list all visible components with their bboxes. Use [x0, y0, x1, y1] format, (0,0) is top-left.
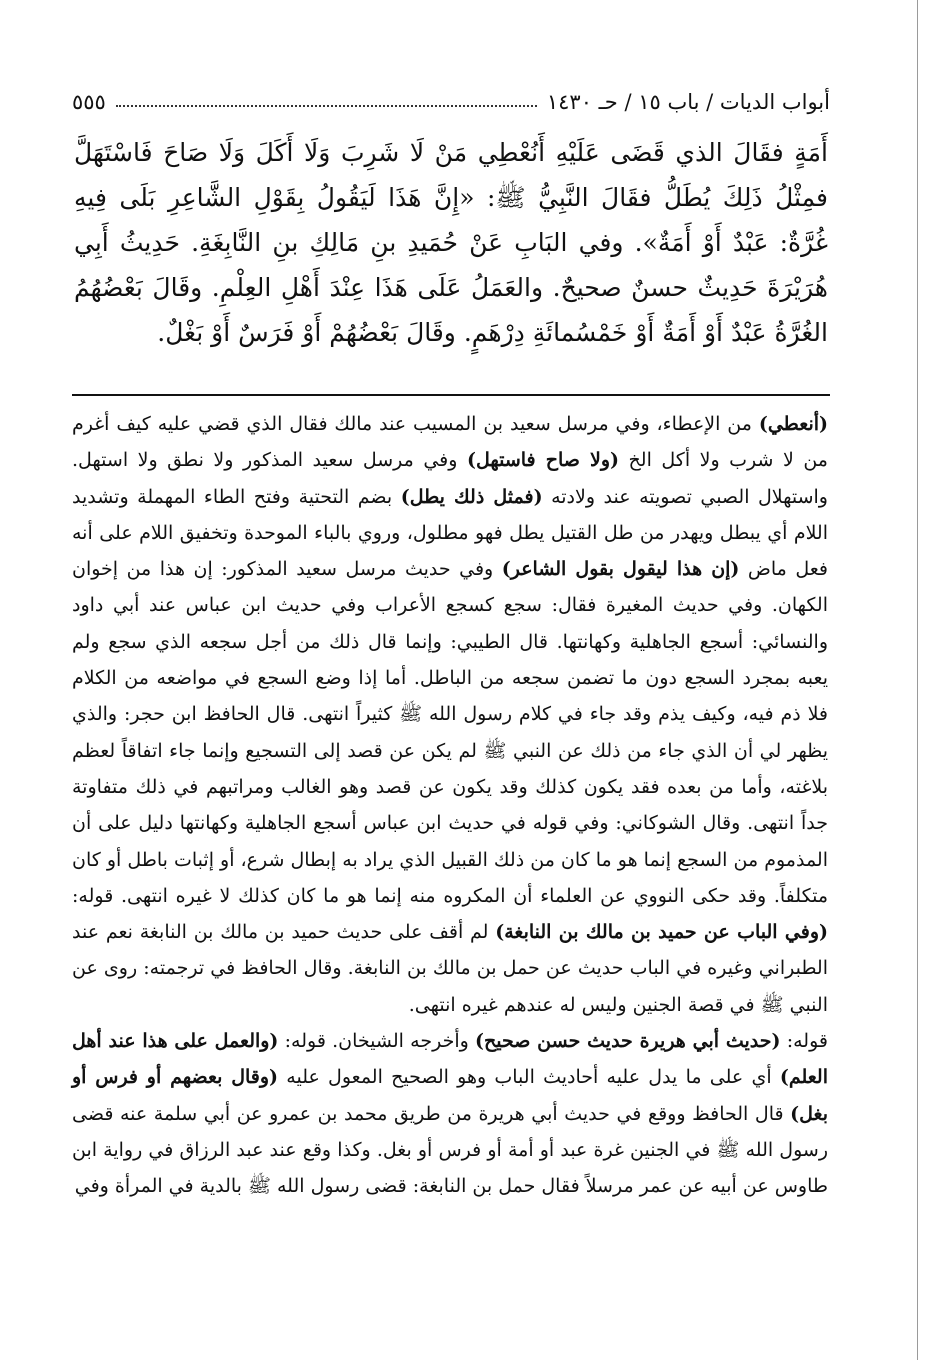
- commentary-text: قوله:: [780, 1030, 828, 1053]
- page-number: ٥٥٥: [72, 90, 106, 114]
- commentary-keyword: (إن هذا ليقول بقول الشاعر): [501, 558, 740, 581]
- commentary-text: بضم التحتية وفتح الطاء المهملة وتشديد اللام أي يبطل ويهدر من طل القتيل يطل فهو مطلول، وروي بالباء الموحدة وتخفيق اللام على أنه فعل ماض: [72, 485, 829, 581]
- commentary-keyword: (والعمل على هذا عند أهل العلم): [72, 1030, 828, 1089]
- commentary-keyword: (فمثل ذلك يطل): [400, 485, 543, 508]
- commentary-keyword: (وقال بعضهم أو فرس أو بغل): [72, 1066, 828, 1125]
- running-header: [72, 84, 830, 120]
- commentary-keyword: (أنعطي): [758, 413, 828, 435]
- hadith-text: أَمَةٍ فقَالَ الذي قَضَى عَلَيْهِ أَنُعْطِي مَنْ لَا شَرِبَ وَلَا أَكَلَ وَلَا صَاحَ فَاسْتَهَلَّ فمِثْلُ ذَلِكَ يُطَلُّ فقَالَ النَّبِيُّ ﷺ: «إِنَّ هَذَا لَيَقُولُ بِقَوْلِ الشَّاعِرِ بَلَى فِيهِ غُرَّةٌ: عَبْدٌ أَوْ أَمَةٌ». وفي البَابِ عَنْ حُمَيدِ بنِ مَالِكِ بنِ النَّابِغَةِ. حَدِيثُ أَبِي هُرَيْرَةَ حَدِيثٌ حسنٌ صحيحٌ. والعَمَلُ عَلَى هَذَا عِنْدَ أَهْلِ العِلْمِ. وقَالَ بَعْضُهُمُ الغُرَّةُ عَبْدٌ أَوْ أَمَةٌ أَوْ خَمْسُمائَةِ دِرْهَمٍ. وقَالَ بَعْضُهُمْ أَوْ فَرَسٌ أَوْ بَغْلٌ.: [74, 138, 828, 347]
- commentary-text: وأخرجه الشيخان. قوله:: [278, 1030, 475, 1053]
- commentary-paragraph-2: [72, 1023, 828, 1204]
- commentary-text: قال الحافظ ووقع في حديث أبي هريرة من طريق محمد بن عمرو عن أبي سلمة عنه قضى رسول الله ﷺ في الجنين غرة عبد أو أمة أو فرس أو بغل. وكذا وقع عند عبد الرزاق في رواية ابن طاوس عن أبيه عن عمر مرسلاً فقال حمل بن النابغة: قضى رسول الله ﷺ بالدية في المرأة وفي: [72, 1102, 828, 1198]
- header-dotted-leader: [116, 105, 537, 107]
- commentary-keyword: (ولا صاح فاستهل): [466, 449, 620, 472]
- commentary-text: وفي حديث مرسل سعيد المذكور: إن هذا من إخوان الكهان. وفي حديث المغيرة فقال: سجع كسجع الأعراب وفي حديث ابن عباس عند أبي داود والنسائي: أسجع الجاهلية وكهانتها. قال الطيبي: وإنما قال ذلك من أجل سجعه الذي سجع ولم يعبه بمجرد السجع دون ما تضمن سجعه من الباطل. أما إذا وضع السجع في مواضعه من الكلام فلا ذم فيه، وكيف يذم وقد جاء في كلام رسول الله ﷺ كثيراً انتهى. قال الحافظ ابن حجر: والذي يظهر لي أن الذي جاء من ذلك عن النبي ﷺ لم يكن عن قصد إلى التسجيع وإنما جاء اتفاقاً لعظم بلاغته، وأما من بعده فقد يكون كذلك وقد يكون عن قصد وهو الغالب ومراتبهم في ذلك متفاوتة جداً انتهى. وقال الشوكاني: وفي قوله في حديث ابن عباس أسجع الجاهلية وكهانتها دليل على أن المذموم من السجع إنما هو ما كان من ذلك القبيل الذي يراد به إبطال شرع، أو إثبات باطل أو كان متكلفاً. وقد حكى النووي عن العلماء أن المكروه منه إنما هو ما كان كذلك لا غيره انتهى. قوله:: [72, 558, 828, 907]
- commentary-text: أي على ما يدل عليه أحاديث الباب وهو الصحيح المعول عليه: [278, 1066, 780, 1089]
- commentary-text: لم أقف على حديث حميد بن مالك بن النابغة نعم عند الطبراني وغيره في الباب حديث عن حمل بن مالك بن النابغة. وقال الحافظ في ترجمته: روى عن النبي ﷺ في قصة الجنين وليس له عندهم غيره انتهى.: [72, 921, 828, 1016]
- commentary-keyword: (وفي الباب عن حميد بن مالك بن النابغة): [495, 921, 828, 944]
- commentary-paragraph-1: [72, 406, 828, 1023]
- commentary-keyword: (حديث أبي هريرة حديث حسن صحيح): [475, 1030, 781, 1053]
- footnote-divider: [72, 394, 830, 396]
- commentary-text: وفي مرسل سعيد المذكور ولا نطق ولا استهل. واستهلال الصبي تصويته عند ولادته: [72, 449, 828, 508]
- page-edge-line: [917, 0, 918, 1360]
- commentary-text: من الإعطاء، وفي مرسل سعيد بن المسيب عند مالك فقال الذي قضي عليه كيف أغرم من لا شرب ولا أكل الخ: [72, 413, 828, 472]
- commentary-section: [72, 406, 828, 1205]
- header-title: أبواب الديات / باب ١٥ / حـ ١٤٣٠: [546, 90, 830, 114]
